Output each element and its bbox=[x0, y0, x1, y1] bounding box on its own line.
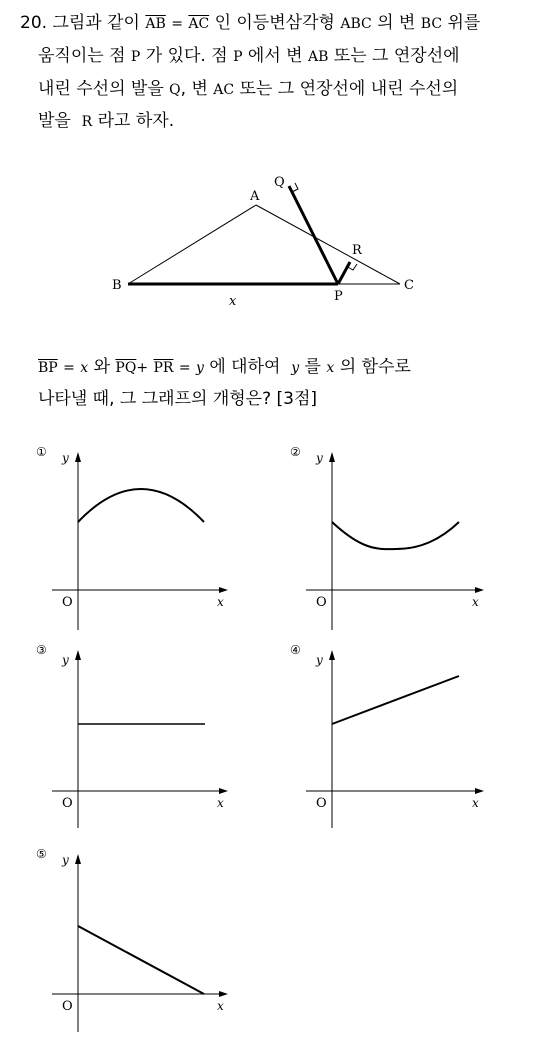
problem-text: 에서 변 bbox=[247, 46, 303, 66]
origin-label: O bbox=[316, 595, 327, 610]
problem-text: 내린 수선의 발을 bbox=[38, 79, 164, 99]
option-2[interactable] bbox=[290, 445, 484, 630]
y-axis-arrow bbox=[75, 452, 81, 462]
axis-x-label: x bbox=[217, 999, 224, 1013]
origin-label: O bbox=[62, 796, 73, 811]
option-number: ⑤ bbox=[36, 847, 47, 861]
side-ab bbox=[128, 205, 256, 284]
option-1[interactable] bbox=[36, 445, 228, 630]
graph-curve bbox=[332, 522, 459, 549]
label-q: Q bbox=[274, 175, 285, 190]
point-label: P bbox=[130, 49, 141, 65]
label-x: x bbox=[229, 294, 237, 309]
point-label: P bbox=[233, 49, 243, 65]
problem-text: 위를 bbox=[447, 13, 481, 33]
x-axis-arrow bbox=[475, 788, 484, 794]
problem-text: 또는 그 연장선에 bbox=[333, 46, 460, 66]
variable-x: x bbox=[80, 360, 89, 376]
axis-x-label: x bbox=[472, 796, 479, 810]
segment-pr-line bbox=[338, 262, 350, 284]
axis-x-label: x bbox=[472, 595, 479, 609]
origin-label: O bbox=[62, 999, 73, 1014]
label-r: R bbox=[352, 243, 362, 258]
problem-text: 가 있다. 점 bbox=[145, 46, 228, 66]
y-axis-arrow bbox=[75, 650, 81, 660]
option-4[interactable] bbox=[290, 643, 484, 828]
problem-text: 발을 bbox=[38, 111, 71, 131]
axis-y-label: y bbox=[62, 451, 69, 465]
axis-y-label: y bbox=[62, 853, 69, 867]
segment-pr: $\overline{PR}$ bbox=[153, 360, 174, 376]
segment-ac: $\overline{AC}$ bbox=[188, 16, 210, 32]
variable-y: y bbox=[195, 360, 204, 376]
option-number: ④ bbox=[290, 643, 301, 657]
problem-text: 라고 하자. bbox=[97, 111, 175, 131]
problem-text: 움직이는 점 bbox=[38, 46, 126, 66]
y-axis-arrow bbox=[75, 854, 81, 864]
point-label: Q bbox=[169, 82, 181, 98]
axis-x-label: x bbox=[217, 796, 224, 810]
y-axis-arrow bbox=[329, 452, 335, 462]
triangle-figure bbox=[112, 175, 414, 309]
plus-sign: + bbox=[136, 360, 149, 376]
segment-ab: $\overline{AB}$ bbox=[145, 16, 166, 32]
axis-y-label: y bbox=[316, 653, 323, 667]
graph-line bbox=[332, 676, 459, 724]
x-axis-arrow bbox=[219, 788, 228, 794]
option-number: ② bbox=[290, 445, 301, 459]
label-c: C bbox=[404, 278, 414, 293]
label-a: A bbox=[250, 189, 260, 204]
segment-pq: $\overline{PQ}$ bbox=[115, 360, 137, 376]
question-text: 의 함수로 bbox=[339, 357, 411, 377]
problem-text: 그림과 같이 bbox=[52, 13, 140, 33]
problem-number: 20. bbox=[20, 13, 48, 33]
origin-label: O bbox=[62, 595, 73, 610]
problem-text: 인 이등변삼각형 bbox=[214, 13, 335, 33]
segment-bp: $\overline{BP}$ bbox=[38, 360, 58, 376]
graph-line bbox=[78, 926, 204, 994]
origin-label: O bbox=[316, 796, 327, 811]
label-b: B bbox=[112, 278, 122, 293]
side-label: AB bbox=[307, 49, 329, 65]
axis-y-label: y bbox=[316, 451, 323, 465]
x-axis-arrow bbox=[219, 991, 228, 997]
triangle-label: ABC bbox=[340, 16, 372, 32]
option-number: ③ bbox=[36, 643, 47, 657]
graph-curve bbox=[78, 489, 204, 522]
problem-text: 의 변 bbox=[377, 13, 416, 33]
question-text: 나타낼 때, 그 그래프의 개형은? [3점] bbox=[38, 389, 318, 409]
equals-sign: = bbox=[171, 16, 183, 32]
option-number: ① bbox=[36, 445, 47, 459]
x-axis-arrow bbox=[475, 587, 484, 593]
side-ac bbox=[256, 205, 400, 284]
side-label: AC bbox=[213, 82, 235, 98]
variable-x: x bbox=[326, 360, 335, 376]
question-text: 에 대하여 bbox=[209, 357, 281, 377]
point-label: R bbox=[81, 114, 93, 130]
y-axis-arrow bbox=[329, 650, 335, 660]
problem-text: , 변 bbox=[180, 79, 208, 99]
axis-x-label: x bbox=[217, 595, 224, 609]
variable-y: y bbox=[291, 360, 300, 376]
option-5[interactable] bbox=[36, 847, 228, 1032]
question-text: 와 bbox=[93, 357, 111, 377]
equals-sign: = bbox=[63, 360, 75, 376]
side-label: BC bbox=[420, 16, 443, 32]
x-axis-arrow bbox=[219, 587, 228, 593]
label-p: P bbox=[334, 289, 343, 304]
axis-y-label: y bbox=[62, 653, 69, 667]
problem-text: 또는 그 연장선에 내린 수선의 bbox=[239, 79, 459, 99]
question-text: 를 bbox=[304, 357, 321, 377]
segment-pq-line bbox=[289, 186, 338, 284]
option-3[interactable] bbox=[36, 643, 228, 828]
equals-sign: = bbox=[178, 360, 191, 376]
